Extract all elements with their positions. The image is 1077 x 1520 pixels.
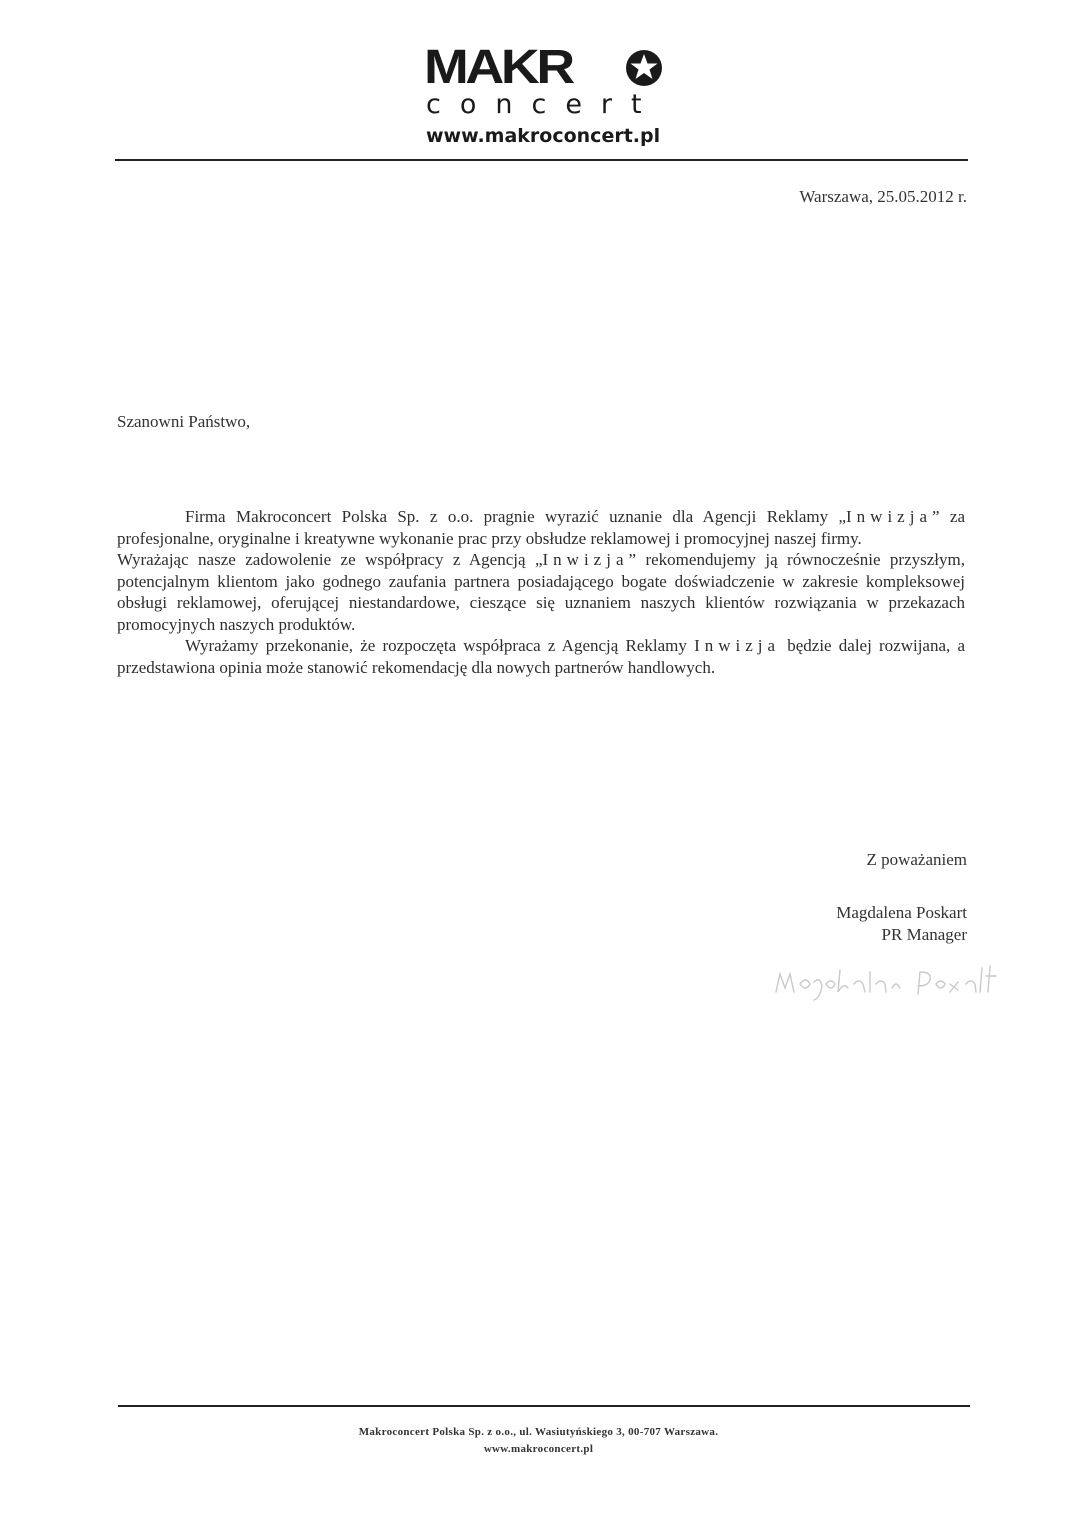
paragraph-1 — [117, 506, 965, 549]
makroconcert-logo — [424, 41, 664, 154]
signer-block — [836, 902, 967, 946]
paragraph-1-start: Firma Makroconcert Polska Sp. z o.o. pragnie wyrazić uznanie dla Agencji Reklamy „ — [185, 507, 847, 526]
paragraph-3-end: będzie dalej rozwijana, a przedstawiona opinia może stanowić rekomendację dla nowych partnerów handlowych. — [117, 636, 965, 677]
closing-phrase: Z poważaniem — [866, 850, 967, 869]
header-divider — [115, 159, 968, 161]
letter-date: Warszawa, 25.05.2012 r. — [799, 187, 967, 206]
paragraph-2-end: ” rekomendujemy ją równocześnie przyszłym, potencjalnym klientom jako godnego zaufania partnera posiadającego bogate doświadczenie w zakresie kompleksowej obsługi reklamowej, oferującej niestandardowe, cieszące się uznaniem naszych klientów rozwiązania w przekazach promocyjnych naszych produktów. — [117, 550, 965, 634]
paragraph-3-start: Wyrażamy przekonanie, że rozpoczęta współpraca z Agencją Reklamy — [185, 636, 695, 655]
signer-name: Magdalena Poskart — [836, 903, 967, 922]
brand-name: Inwizja — [694, 636, 781, 655]
paragraph-1-end: ” za profesjonalne, oryginalne i kreatywne wykonanie prac przy obsłudze reklamowej i promocyjnej naszej firmy. — [117, 507, 965, 548]
footer-divider — [118, 1405, 970, 1407]
salutation: Szanowni Państwo, — [117, 412, 251, 431]
footer-url: www.makroconcert.pl — [483, 1443, 594, 1455]
letterhead — [0, 0, 1077, 170]
signer-title: PR Manager — [881, 925, 967, 944]
letterhead-url: www.makroconcert.pl — [426, 125, 661, 147]
paragraph-2-start: Wyrażając nasze zadowolenie ze współpracy z Agencją „ — [117, 550, 543, 569]
footer-address: Makroconcert Polska Sp. z o.o., ul. Wasiutyńskiego 3, 00-707 Warszawa. — [358, 1426, 719, 1438]
handwritten-signature — [770, 962, 1020, 1002]
paragraph-3 — [117, 635, 965, 678]
letter-body — [117, 506, 965, 678]
brand-name: Inwizja — [542, 550, 629, 569]
logo-wordmark: MAKR — [424, 41, 572, 94]
star-icon — [624, 48, 664, 88]
logo-subtitle: concert — [426, 89, 661, 120]
brand-name: Inwizja — [846, 507, 932, 526]
paragraph-2 — [117, 549, 965, 635]
